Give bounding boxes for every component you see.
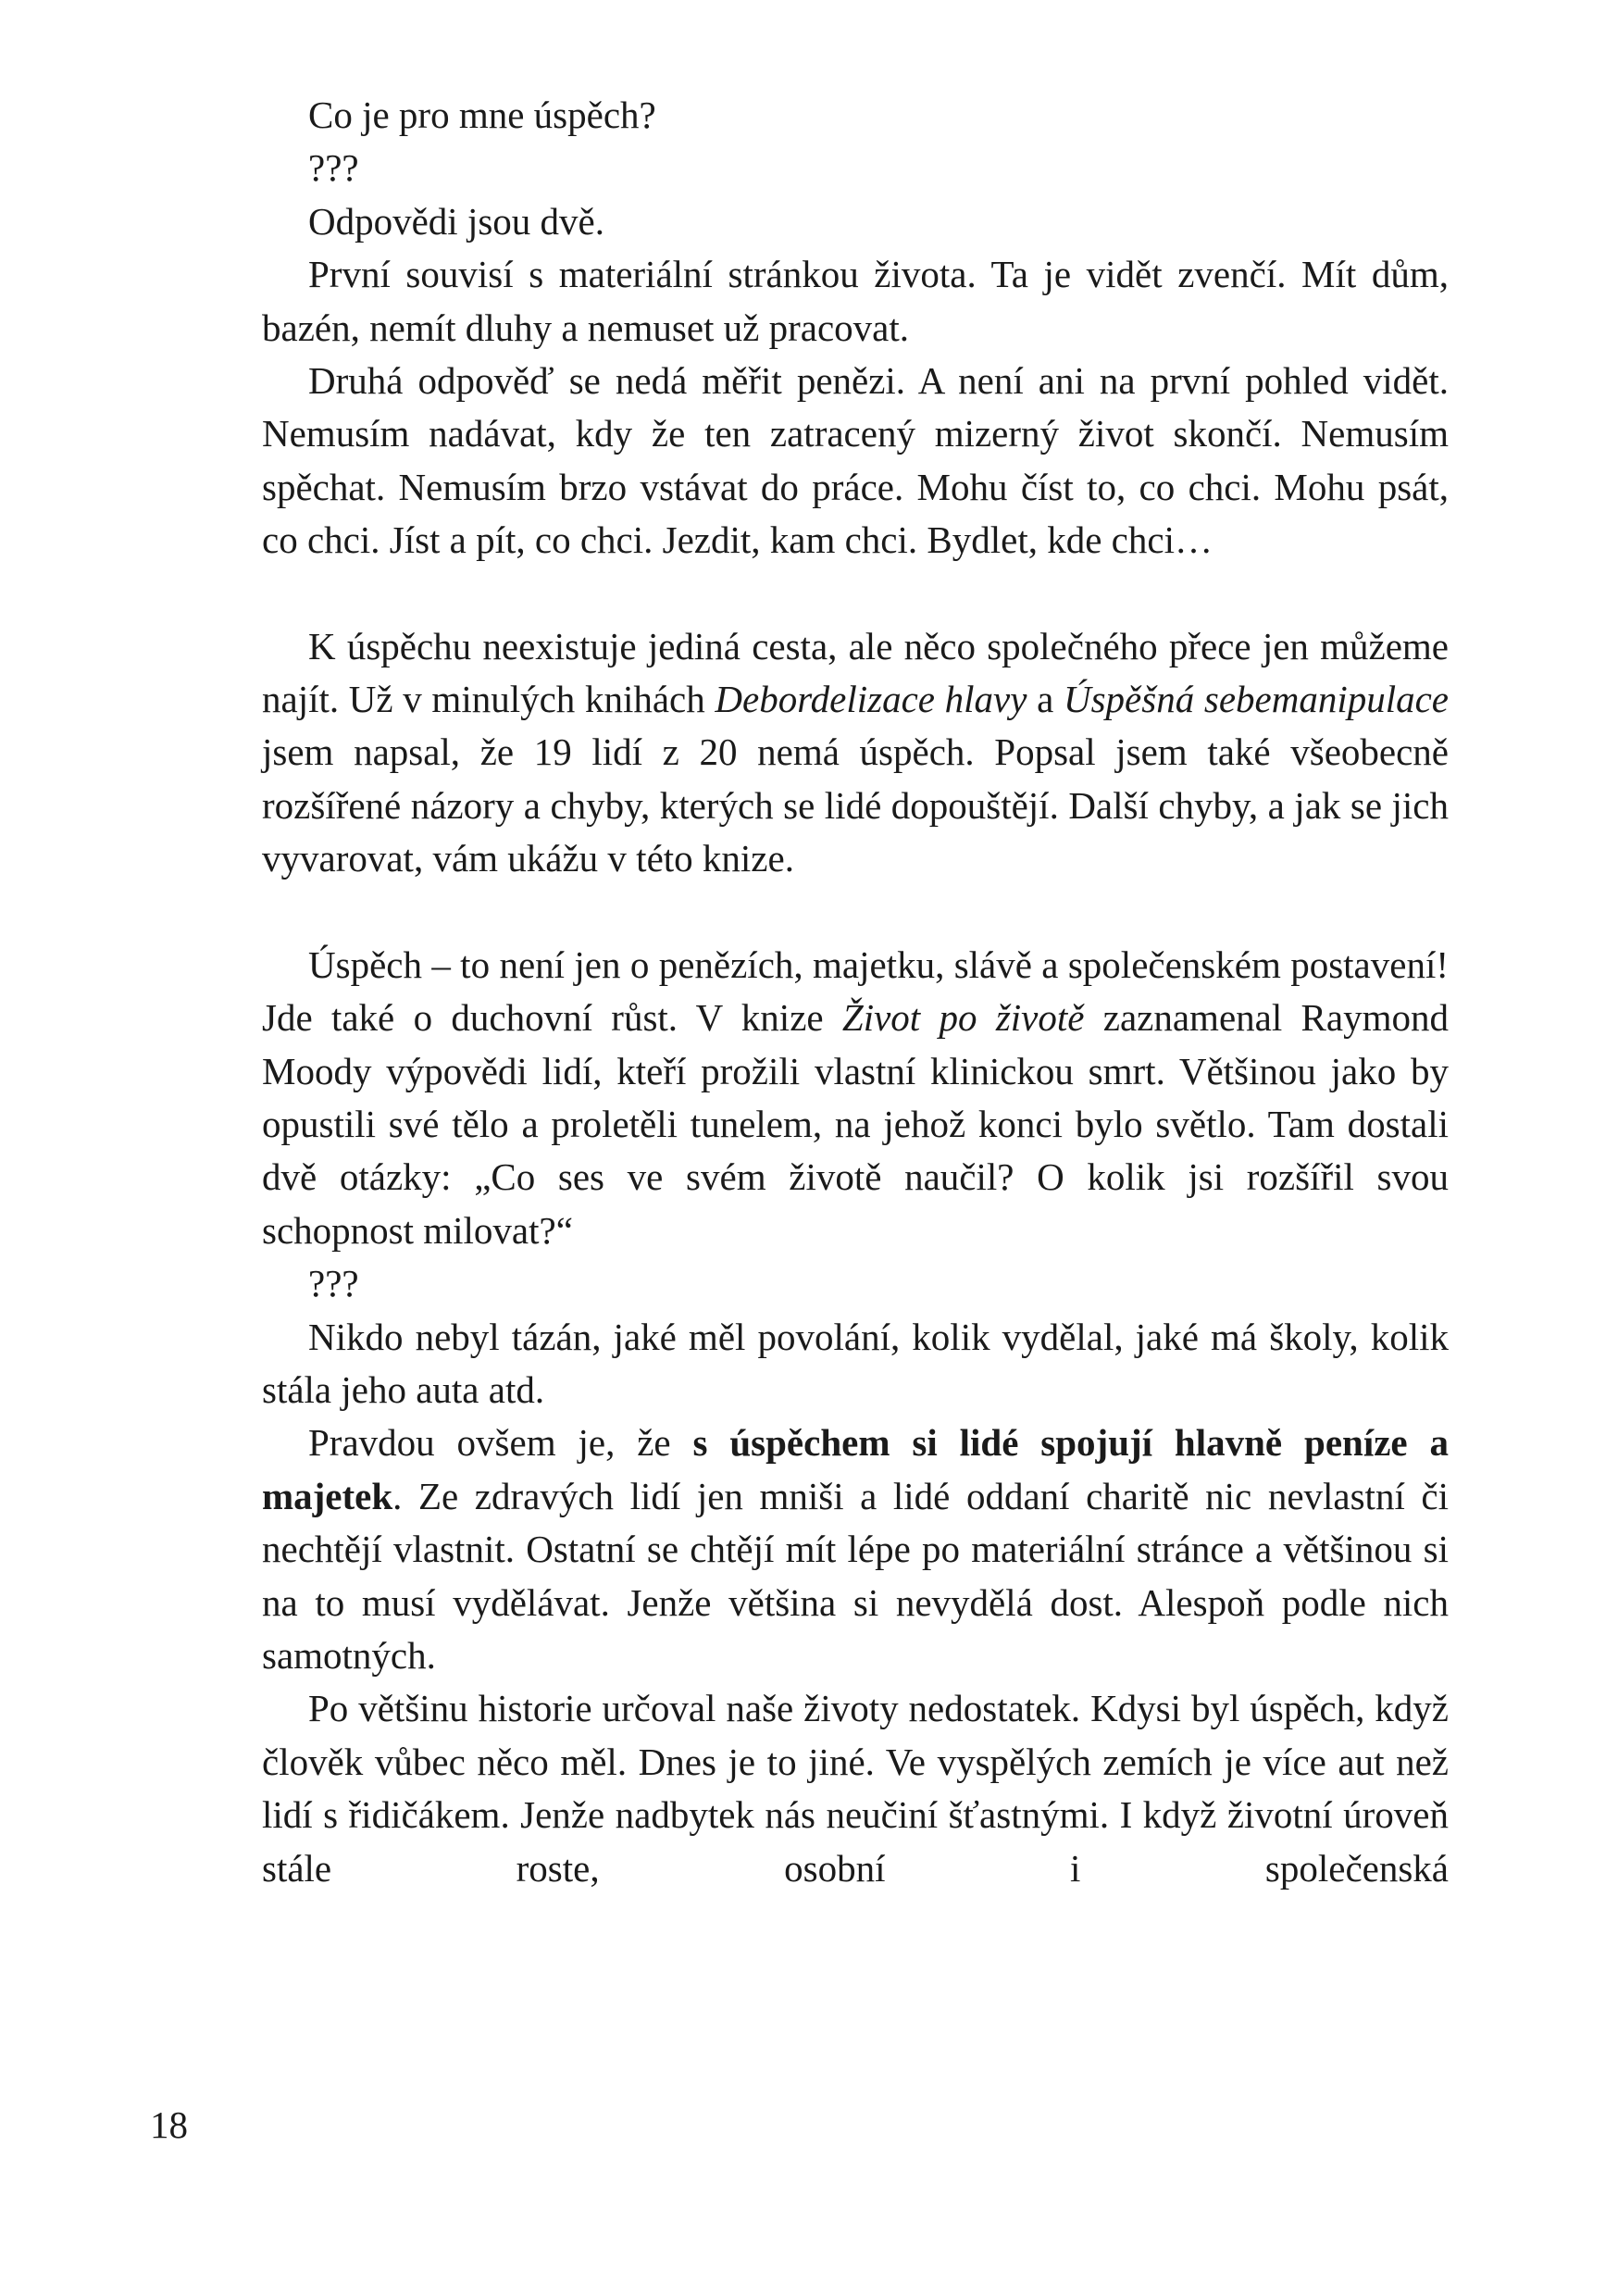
paragraph-text: jsem napsal, že 19 lidí z 20 nemá úspěch. Popsal jsem také všeobecně rozšířené názory a chyby, kterých se lidé dopouštějí. Další chyby, a jak se jich vyvarovat, vám ukážu v této knize.	[262, 730, 1449, 880]
page-number: 18	[150, 2103, 188, 2146]
paragraph: První souvisí s materiální stránkou života. Ta je vidět zvenčí. Mít dům, bazén, nemít dluhy a nemuset už pracovat.	[262, 253, 1449, 349]
paragraph: Co je pro mne úspěch?	[308, 94, 656, 136]
paragraph-text: Pravdou ovšem je, že	[308, 1421, 693, 1465]
paragraph	[262, 939, 1449, 1257]
paragraph: Nikdo nebyl tázán, jaké měl povolání, kolik vydělal, jaké má školy, kolik stála jeho auta atd.	[262, 1315, 1449, 1411]
paragraph: ???	[308, 146, 359, 190]
paragraph-text: . Ze zdravých lidí jen mniši a lidé oddaní charitě nic nevlastní či nechtějí vlastnit. Ostatní se chtějí mít lépe po materiální stránce a většinou si na to musí vydělávat. Jenže většina si nevydělá dost. Alespoň podle nich samotných.	[262, 1474, 1449, 1677]
book-title: Debordelizace hlavy	[715, 678, 1027, 721]
book-title: Život po životě	[841, 996, 1085, 1040]
paragraph: Odpovědi jsou dvě.	[308, 199, 604, 243]
emphasis: s úspěchem si lidé spojují hlavně peníze a majetek	[262, 1421, 1450, 1517]
paragraph-text: Úspěch – to není jen o penězích, majetku, slávě a společenském postavení! Jde také o duchovní růst. V knize	[262, 942, 1449, 1040]
paragraph: Po většinu historie určoval naše životy nedostatek. Kdysi byl úspěch, když člověk vůbec něco měl. Dnes je to jiné. Ve vyspělých zemích je více aut než lidí s řidičákem. Jenže nadbytek nás neučiní šťastnými. I když životní úroveň stále roste, osobní i společenská	[262, 1687, 1449, 1890]
paragraph-text: K úspěchu neexistuje jediná cesta, ale něco společného přece jen můžeme najít. Už v minulých knihách	[262, 624, 1449, 721]
paragraph-text: a	[1027, 678, 1064, 721]
paragraph: Druhá odpověď se nedá měřit penězi. A není ani na první pohled vidět. Nemusím nadávat, kdy že ten zatracený mizerný život skončí. Nemusím spěchat. Nemusím brzo vstávat do práce. Mohu číst to, co chci. Mohu psát, co chci. Jíst a pít, co chci. Jezdit, kam chci. Bydlet, kde chci…	[262, 359, 1449, 562]
paragraph	[262, 620, 1449, 886]
body-text	[262, 89, 1449, 1895]
book-title: Úspěšná sebemanipulace	[1063, 678, 1450, 721]
paragraph-text: zaznamenal Raymond Moody výpovědi lidí, kteří prožili vlastní klinickou smrt. Většinou jako by opustili své tělo a proletěli tunelem, na jehož konci bylo světlo. Tam dostali dvě otázky: „Co ses ve svém životě naučil? O kolik jsi rozšířil svou schopnost milovat?“	[262, 996, 1449, 1252]
paragraph: ???	[308, 1262, 359, 1305]
paragraph	[262, 1416, 1449, 1682]
